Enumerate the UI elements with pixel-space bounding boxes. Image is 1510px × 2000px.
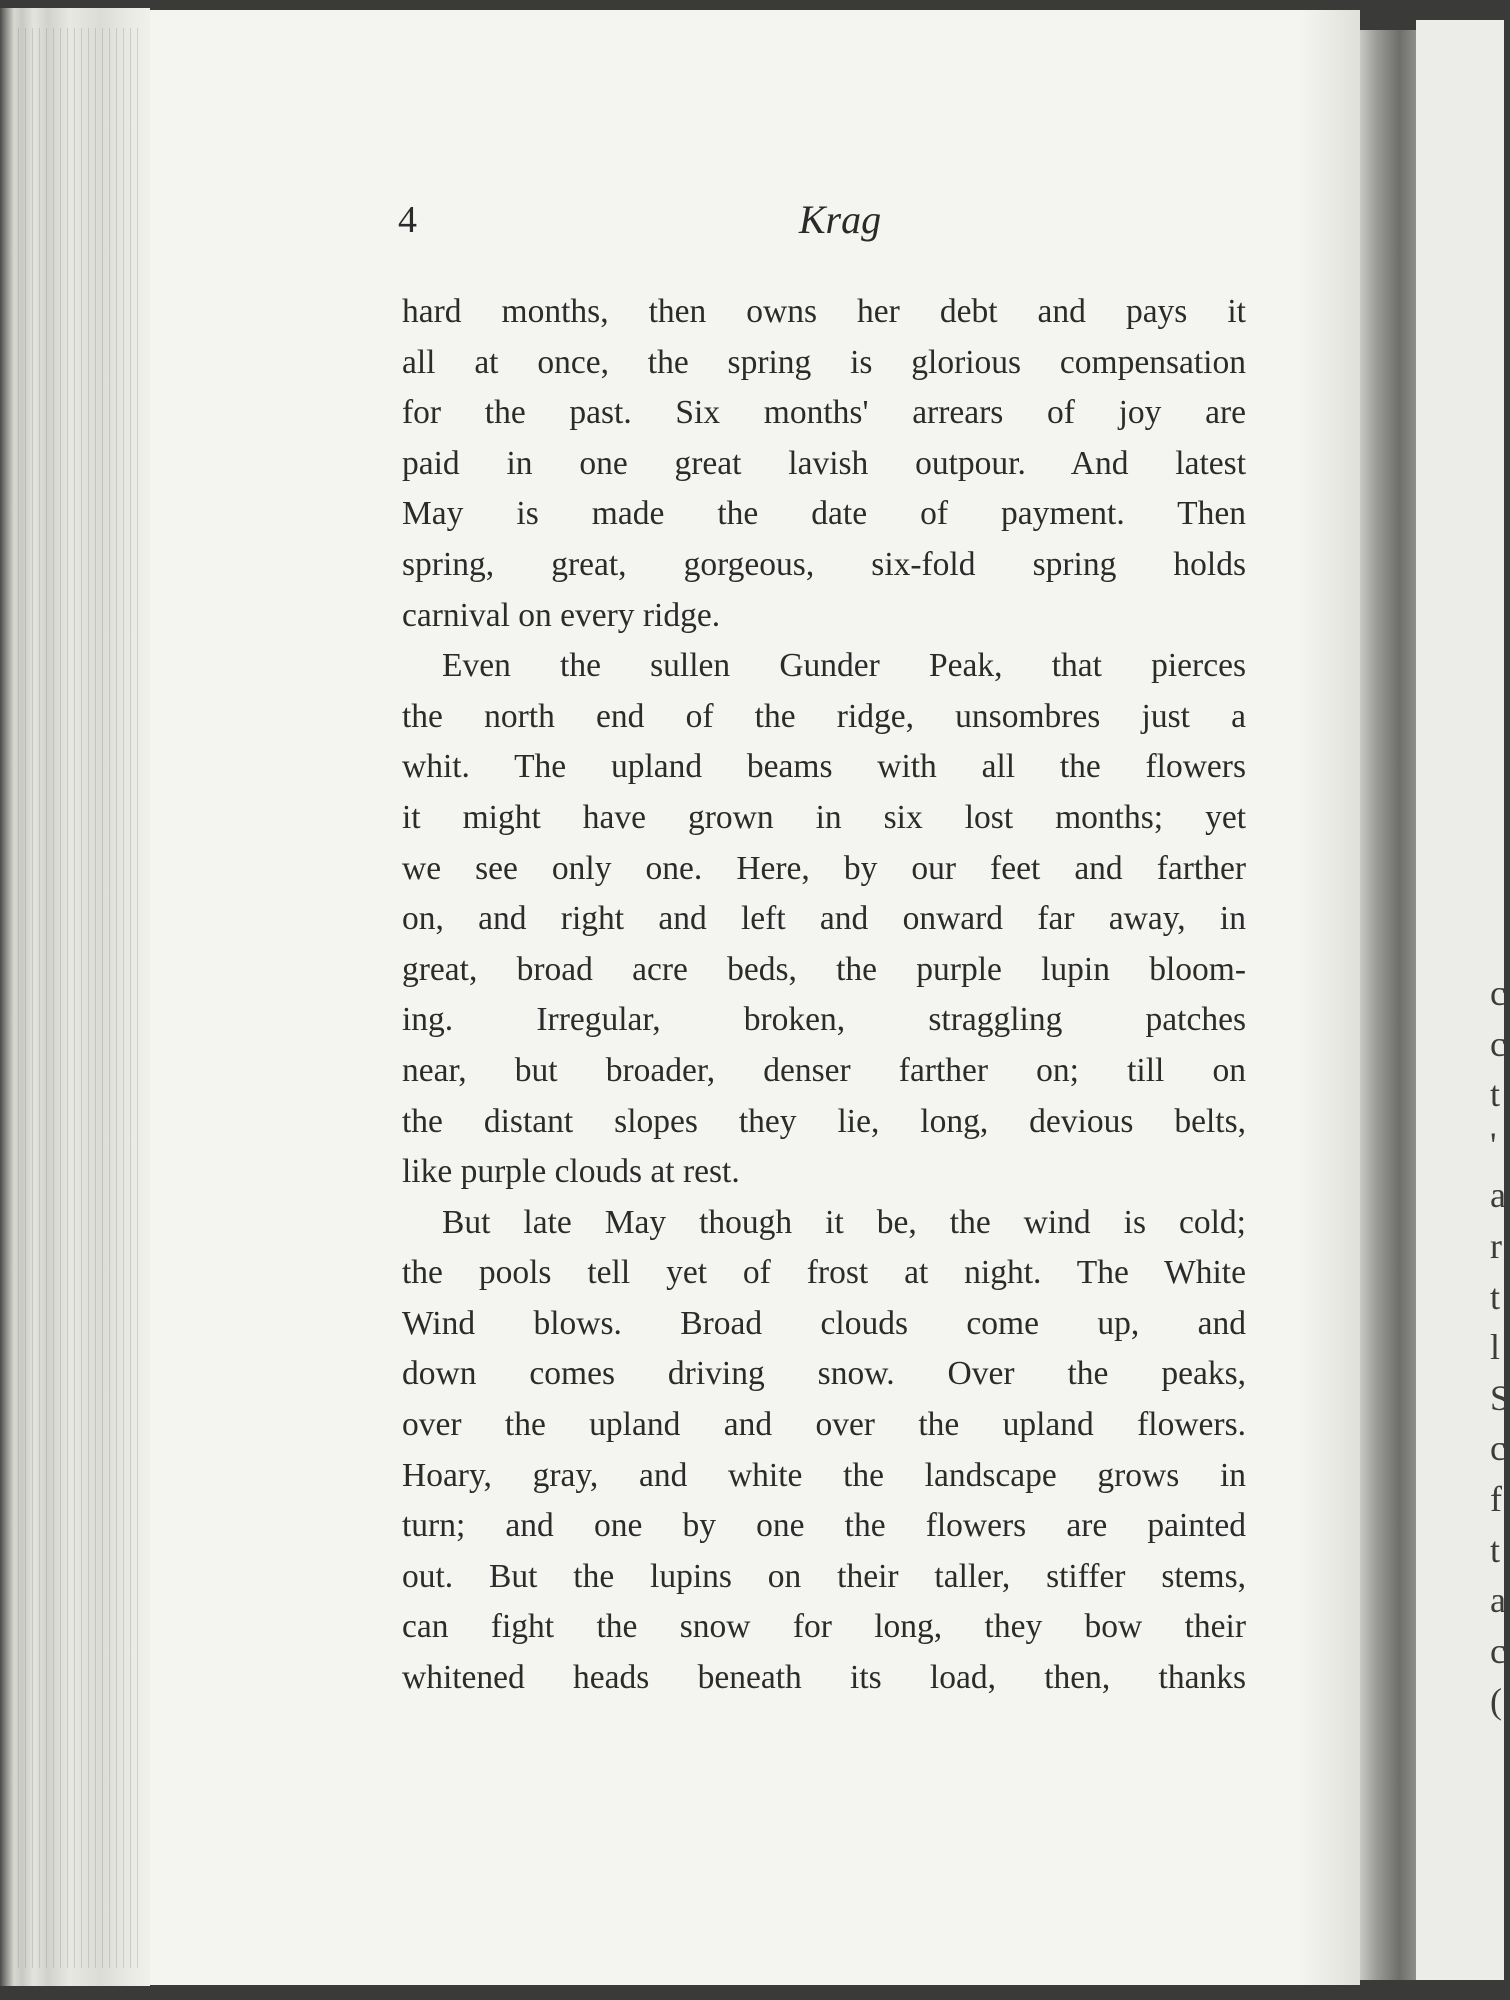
text-line: hard months, then owns her debt and pays it	[402, 293, 1246, 330]
text-line: near, but broader, denser farther on; till on	[402, 1051, 1246, 1089]
text-line: on, and right and left and onward far away, in	[402, 900, 1246, 938]
text-line: over the upland and over the upland flowers.	[402, 1406, 1246, 1444]
text-line: all at once, the spring is glorious compensation	[402, 343, 1246, 381]
facing-page-letter: c	[1490, 1428, 1506, 1469]
text-line: Hoary, gray, and white the landscape grows in	[402, 1456, 1246, 1494]
text-line: turn; and one by one the flowers are painted	[402, 1507, 1246, 1545]
text-line: for the past. Six months' arrears of joy are	[402, 394, 1246, 432]
facing-page-letter: c	[1490, 973, 1506, 1013]
page-edge-lines	[18, 28, 138, 1968]
running-head: Krag	[798, 197, 882, 242]
text-line: whit. The upland beams with all the flowers	[402, 748, 1246, 786]
facing-page-letter: a	[1490, 1580, 1506, 1621]
text-line: the north end of the ridge, unsombres just a	[402, 697, 1246, 735]
text-line: paid in one great lavish outpour. And latest	[402, 444, 1246, 482]
facing-page-letter: a	[1490, 1175, 1506, 1216]
text-line: Even the sullen Gunder Peak, that pierces	[442, 647, 1246, 685]
text-line: Wind blows. Broad clouds come up, and	[402, 1304, 1246, 1342]
facing-page-letter: c	[1490, 1023, 1506, 1064]
text-line: it might have grown in six lost months; yet	[402, 798, 1246, 836]
text-line: down comes driving snow. Over the peaks,	[402, 1355, 1246, 1393]
text-line: the distant slopes they lie, long, devious belts,	[402, 1102, 1246, 1140]
text-line: out. But the lupins on their taller, stiffer stems,	[402, 1557, 1246, 1595]
body-text	[402, 287, 1246, 1704]
text-line: ing. Irregular, broken, straggling patches	[402, 1001, 1246, 1039]
facing-page-letter: t	[1490, 1276, 1501, 1317]
page-stack-edge	[0, 8, 150, 1986]
facing-page-letter: c	[1490, 1630, 1506, 1671]
page-number: 4	[398, 199, 417, 241]
text-line: great, broad acre beds, the purple lupin bloom-	[402, 950, 1246, 988]
text-line: But late May though it be, the wind is cold;	[442, 1203, 1246, 1241]
text-line: whitened heads beneath its load, then, thanks	[402, 1659, 1246, 1697]
text-line: can fight the snow for long, they bow their	[402, 1608, 1246, 1646]
facing-page-letter: '	[1490, 1124, 1497, 1165]
text-line: carnival on every ridge.	[402, 596, 721, 634]
text-line: spring, great, gorgeous, six-fold spring holds	[402, 545, 1246, 583]
facing-page-letter: S	[1490, 1377, 1510, 1418]
facing-page-letter: l	[1490, 1327, 1501, 1368]
text-line: we see only one. Here, by our feet and farther	[402, 849, 1246, 887]
text-line: the pools tell yet of frost at night. The White	[402, 1254, 1246, 1292]
facing-page-letter: r	[1490, 1226, 1502, 1266]
facing-page-letter: t	[1490, 1074, 1501, 1115]
facing-page-letter: f	[1490, 1479, 1502, 1519]
book-gutter	[1360, 30, 1416, 1980]
text-line: like purple clouds at rest.	[402, 1153, 740, 1191]
text-line: May is made the date of payment. Then	[402, 495, 1246, 533]
facing-page-letter: t	[1490, 1529, 1501, 1570]
facing-page-letter: (	[1490, 1681, 1502, 1722]
